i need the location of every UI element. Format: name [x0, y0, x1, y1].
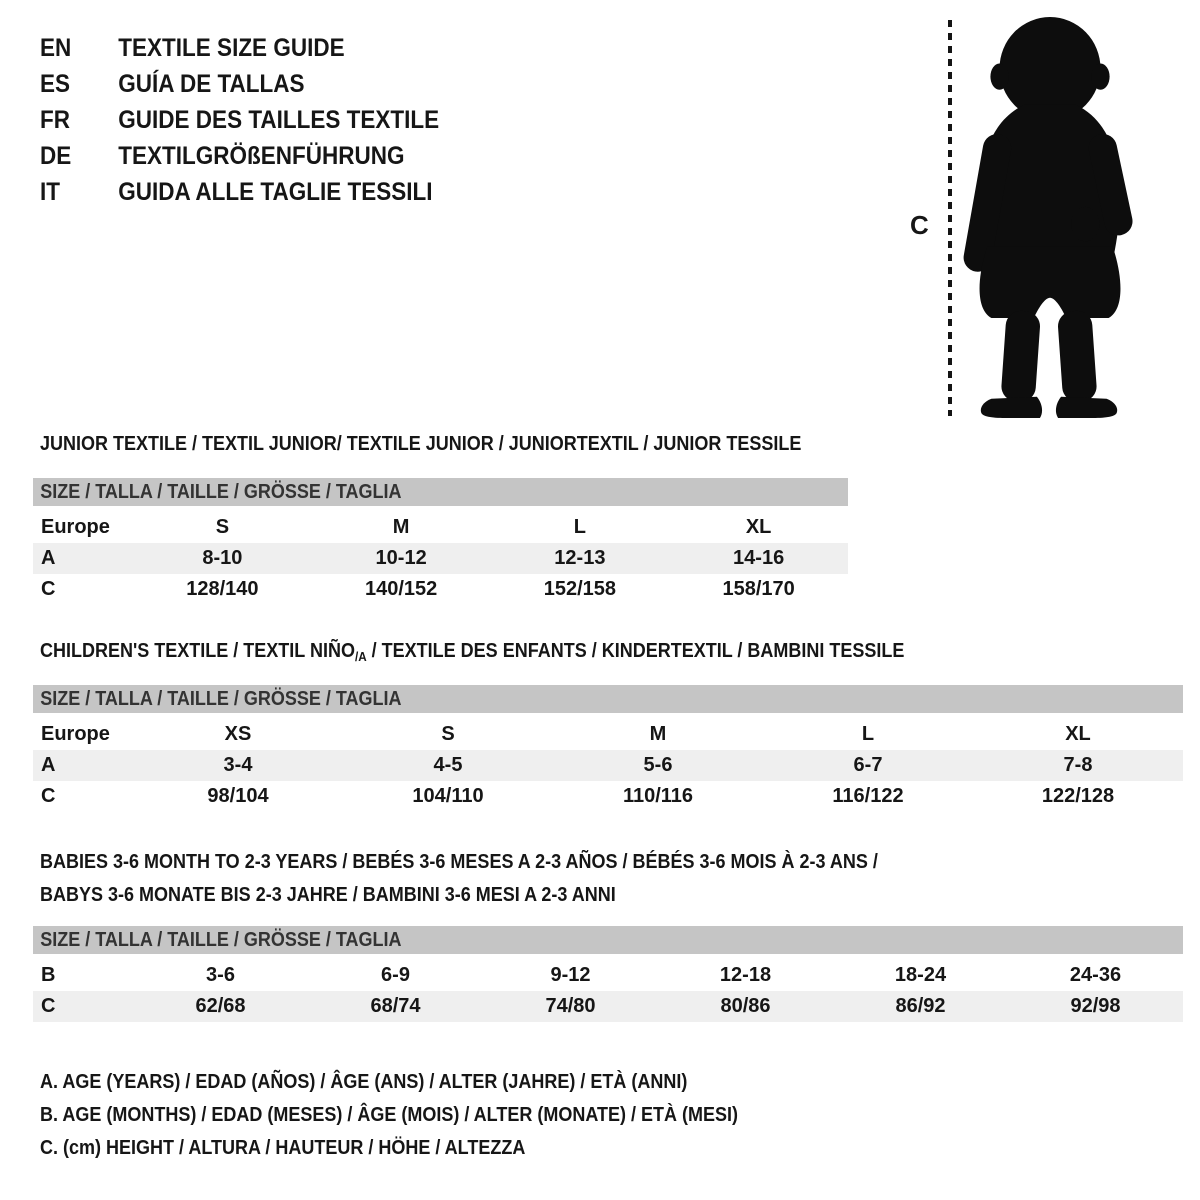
language-code: FR	[40, 105, 70, 134]
size-header-text: SIZE / TALLA / TAILLE / GRÖSSE / TAGLIA	[40, 687, 402, 710]
size-cell: L	[861, 723, 875, 745]
row-label: Europe	[41, 723, 110, 745]
babies-size-table	[33, 926, 1183, 1022]
language-row-es	[40, 66, 484, 102]
age-cell: 18-24	[894, 964, 947, 986]
language-title: GUÍA DE TALLAS	[118, 69, 305, 98]
height-cell: 128/140	[186, 578, 259, 600]
language-title-block	[40, 30, 484, 210]
height-cell: 80/86	[720, 995, 771, 1017]
table-row-age-months	[33, 960, 1183, 991]
row-label: C	[41, 785, 56, 807]
height-cell: 74/80	[545, 995, 596, 1017]
size-header-text: SIZE / TALLA / TAILLE / GRÖSSE / TAGLIA	[40, 928, 402, 951]
language-row-fr	[40, 102, 484, 138]
table-row-height-cm	[33, 781, 1183, 812]
table-row-age-years	[33, 543, 848, 574]
height-cell: 110/116	[622, 785, 694, 807]
age-cell: 10-12	[375, 547, 427, 569]
height-cell: 158/170	[722, 578, 795, 600]
children-heading-subscript: /A	[354, 649, 367, 664]
row-label: B	[41, 964, 56, 986]
babies-heading-line2: BABYS 3-6 MONATE BIS 2-3 JAHRE / BAMBINI 3-6 MESI A 2-3 ANNI	[40, 884, 616, 906]
age-cell: 6-7	[853, 754, 883, 776]
table-row-height-cm	[33, 991, 1183, 1022]
language-title: GUIDE DES TAILLES TEXTILE	[118, 105, 440, 134]
age-cell: 24-36	[1069, 964, 1122, 986]
size-header-bar	[33, 478, 848, 506]
height-cell: 86/92	[895, 995, 946, 1017]
age-cell: 12-18	[719, 964, 772, 986]
height-cell: 104/110	[412, 785, 484, 807]
height-cell: 92/98	[1070, 995, 1121, 1017]
row-label: C	[41, 995, 56, 1017]
size-cell: M	[392, 516, 410, 538]
language-row-it	[40, 174, 484, 210]
children-heading-text	[40, 635, 904, 673]
size-cell: XS	[224, 723, 252, 745]
language-code: ES	[40, 69, 71, 98]
language-title: TEXTILGRÖßENFÜHRUNG	[118, 141, 405, 170]
language-code: EN	[40, 33, 72, 62]
table-row-age-years	[33, 750, 1183, 781]
age-cell: 5-6	[643, 754, 673, 776]
age-cell: 7-8	[1063, 754, 1093, 776]
size-cell: S	[441, 723, 455, 745]
language-row-de	[40, 138, 484, 174]
table-row-height-cm	[33, 574, 848, 605]
age-cell: 12-13	[554, 547, 606, 569]
language-code: IT	[40, 177, 60, 206]
height-cell: 68/74	[370, 995, 421, 1017]
babies-heading-line1: BABIES 3-6 MONTH TO 2-3 YEARS / BEBÉS 3-6 MESES A 2-3 AÑOS / BÉBÉS 3-6 MOIS À 2-3 ANS /	[40, 851, 878, 873]
junior-section-heading	[40, 428, 886, 461]
height-cell: 62/68	[195, 995, 246, 1017]
height-cell: 116/122	[832, 785, 904, 807]
height-cell: 152/158	[543, 578, 617, 600]
size-cell: L	[573, 516, 586, 538]
height-cell: 98/104	[207, 785, 269, 807]
legend-line-a: A. AGE (YEARS) / EDAD (AÑOS) / ÂGE (ANS) / ALTER (JAHRE) / ETÀ (ANNI)	[40, 1071, 688, 1093]
size-cell: XL	[745, 516, 772, 538]
size-cell: XL	[1065, 723, 1091, 745]
age-cell: 3-6	[206, 964, 235, 986]
age-cell: 6-9	[381, 964, 410, 986]
children-heading-prefix: CHILDREN'S TEXTILE / TEXTIL NIÑO	[40, 640, 355, 662]
height-measure-dashed-line	[948, 20, 952, 416]
language-row-en	[40, 30, 484, 66]
junior-size-table	[33, 478, 848, 605]
measurement-legend	[40, 1066, 816, 1165]
size-header-bar	[33, 685, 1183, 713]
children-size-table	[33, 685, 1183, 812]
legend-line-c: C. (cm) HEIGHT / ALTURA / HAUTEUR / HÖHE / ALTEZZA	[40, 1137, 526, 1159]
size-cell: M	[649, 723, 667, 745]
baby-silhouette-image	[963, 14, 1135, 418]
height-measure-label-c: C	[910, 210, 929, 240]
children-heading-suffix: / TEXTILE DES ENFANTS / KINDERTEXTIL / BAMBINI TESSILE	[366, 640, 905, 662]
age-cell: 4-5	[433, 754, 463, 776]
row-label: A	[41, 547, 56, 569]
row-label: A	[41, 754, 56, 776]
language-title: GUIDA ALLE TAGLIE TESSILI	[118, 177, 433, 206]
legend-line-b: B. AGE (MONTHS) / EDAD (MESES) / ÂGE (MOIS) / ALTER (MONATE) / ETÀ (MESI)	[40, 1104, 738, 1126]
height-cell: 122/128	[1041, 785, 1115, 807]
age-cell: 3-4	[223, 754, 253, 776]
age-cell: 8-10	[202, 547, 243, 569]
row-label: Europe	[41, 516, 110, 538]
junior-heading-text: JUNIOR TEXTILE / TEXTIL JUNIOR/ TEXTILE JUNIOR / JUNIORTEXTIL / JUNIOR TESSILE	[40, 433, 802, 455]
language-code: DE	[40, 141, 72, 170]
language-title: TEXTILE SIZE GUIDE	[118, 33, 345, 62]
table-row-europe	[33, 512, 848, 543]
age-cell: 9-12	[550, 964, 591, 986]
age-cell: 14-16	[733, 547, 785, 569]
row-label: C	[41, 578, 56, 600]
size-cell: S	[215, 516, 230, 538]
size-header-text: SIZE / TALLA / TAILLE / GRÖSSE / TAGLIA	[40, 480, 402, 503]
height-cell: 140/152	[364, 578, 438, 600]
table-row-europe	[33, 719, 1183, 750]
children-section-heading	[40, 635, 1000, 673]
babies-section-heading	[40, 846, 971, 912]
size-header-bar	[33, 926, 1183, 954]
